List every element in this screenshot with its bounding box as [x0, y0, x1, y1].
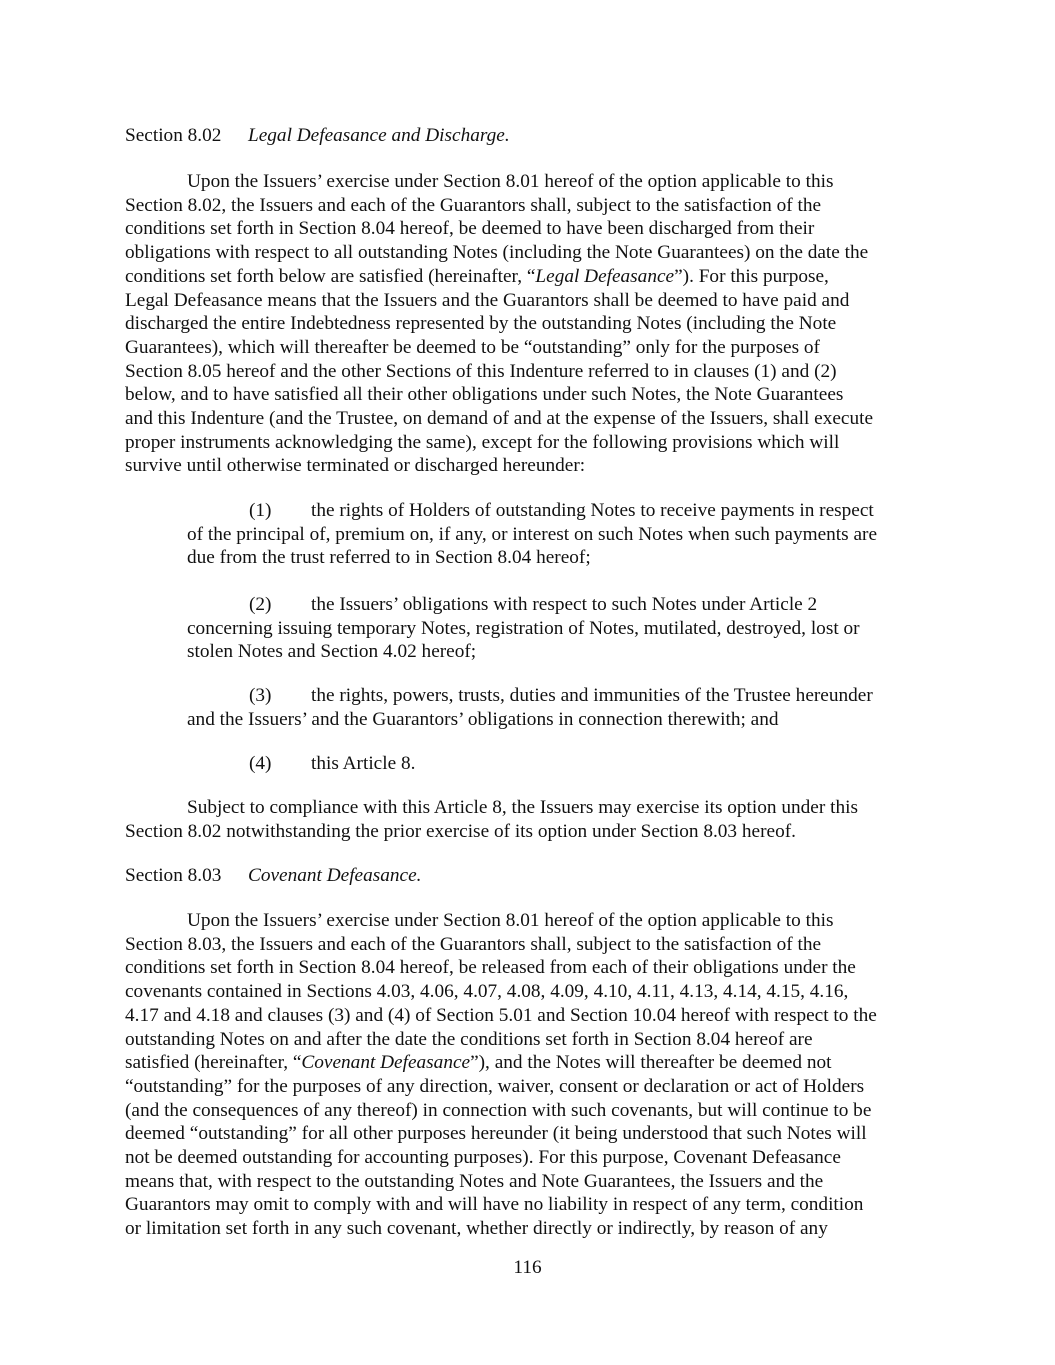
text-line — [187, 708, 947, 732]
clause-marker: (2) — [249, 594, 272, 615]
text-segment: discharged the entire Indebtedness represented by the outstanding Notes (including the Note — [125, 313, 837, 335]
text-line — [125, 407, 937, 431]
page-number: 116 — [513, 1257, 542, 1278]
text-line — [125, 933, 937, 957]
section-8-02-intro-paragraph — [125, 170, 937, 478]
text-line — [125, 1051, 937, 1075]
text-line — [187, 499, 947, 523]
defined-term: Covenant Defeasance — [301, 1052, 471, 1074]
text-line — [125, 1170, 937, 1194]
text-line — [125, 796, 937, 820]
text-segment: satisfied (hereinafter, “ — [125, 1052, 302, 1074]
section-8-02-closing-paragraph — [125, 796, 937, 843]
text-segment: not be deemed outstanding for accounting purposes). For this purpose, Covenant Defeasance — [125, 1147, 841, 1169]
section-title: Legal Defeasance and Discharge. — [248, 125, 510, 146]
text-line — [125, 265, 937, 289]
section-number: Section 8.03 — [125, 865, 222, 886]
clause-text: the rights of Holders of outstanding Notes to receive payments in respect — [311, 500, 874, 521]
text-segment: Upon the Issuers’ exercise under Section 8.01 hereof of the option applicable to this — [187, 910, 834, 931]
text-segment: means that, with respect to the outstanding Notes and Note Guarantees, the Issuers and the — [125, 1170, 824, 1192]
text-segment: conditions set forth below are satisfied (hereinafter, “ — [125, 265, 536, 287]
clause-marker: (3) — [249, 685, 272, 706]
section-8-02-heading — [125, 124, 945, 148]
text-line — [125, 980, 937, 1004]
clause-marker: (4) — [249, 753, 272, 774]
defined-term: Legal Defeasance — [535, 265, 675, 287]
clause-text: this Article 8. — [311, 753, 416, 774]
text-segment: Guarantors may omit to comply with and will have no liability in respect of any term, condition — [125, 1194, 864, 1216]
text-segment: outstanding Notes on and after the date the conditions set forth in Section 8.04 hereof are — [125, 1028, 813, 1050]
text-line — [125, 336, 937, 360]
text-line — [125, 956, 937, 980]
text-line — [187, 617, 947, 641]
text-line — [125, 1193, 937, 1217]
text-segment: (and the consequences of any thereof) in connection with such covenants, but will continue to be — [125, 1099, 872, 1121]
text-segment: covenants contained in Sections 4.03, 4.06, 4.07, 4.08, 4.09, 4.10, 4.11, 4.13, 4.14, 4.15, 4.16, — [125, 981, 849, 1003]
text-line — [125, 1099, 937, 1123]
text-line — [125, 194, 937, 218]
text-segment: and this Indenture (and the Trustee, on demand of and at the expense of the Issuers, shall execute — [125, 408, 874, 430]
text-line — [125, 312, 937, 336]
text-segment: conditions set forth in Section 8.04 hereof, be deemed to have been discharged from their — [125, 218, 815, 240]
text-line — [125, 1122, 937, 1146]
list-item-1 — [187, 499, 947, 570]
text-segment: “outstanding” for the purposes of any direction, waiver, consent or declaration or act of Holders — [125, 1075, 865, 1097]
section-number: Section 8.02 — [125, 125, 222, 146]
text-segment: Section 8.02, the Issuers and each of the Guarantors shall, subject to the satisfaction of the — [125, 194, 822, 216]
text-segment: Upon the Issuers’ exercise under Section 8.01 hereof of the option applicable to this — [187, 171, 834, 192]
text-line — [125, 217, 937, 241]
text-segment: Section 8.05 hereof and the other Sections of this Indenture referred to in clauses (1) and (2) — [125, 360, 837, 382]
text-segment: deemed “outstanding” for all other purposes hereunder (it being understood that such Notes will — [125, 1123, 867, 1145]
list-item-3 — [187, 684, 947, 731]
text-segment: survive until otherwise terminated or discharged hereunder: — [125, 455, 586, 477]
clause-text: of the principal of, premium on, if any, or interest on such Notes when such payments are — [187, 523, 878, 545]
list-item-2 — [187, 593, 947, 664]
text-line — [125, 383, 937, 407]
clause-text: stolen Notes and Section 4.02 hereof; — [187, 641, 477, 663]
text-line — [125, 909, 937, 933]
text-line — [125, 1146, 937, 1170]
text-line — [187, 752, 947, 776]
text-line — [187, 593, 947, 617]
text-segment: below, and to have satisfied all their other obligations under such Notes, the Note Guarantees — [125, 384, 844, 406]
text-segment: Subject to compliance with this Article 8, the Issuers may exercise its option under this — [187, 797, 858, 818]
text-line — [187, 523, 947, 547]
list-item-4 — [187, 752, 947, 776]
text-line — [125, 1217, 937, 1241]
text-segment: or limitation set forth in any such covenant, whether directly or indirectly, by reason of any — [125, 1218, 828, 1240]
text-line — [125, 454, 937, 478]
text-segment: ”). For this purpose, — [674, 265, 829, 287]
text-line — [187, 640, 947, 664]
text-segment: Section 8.02 notwithstanding the prior exercise of its option under Section 8.03 hereof. — [125, 820, 796, 842]
section-8-03-intro-paragraph — [125, 909, 937, 1241]
text-segment: Section 8.03, the Issuers and each of the Guarantors shall, subject to the satisfaction of the — [125, 933, 822, 955]
text-line — [125, 820, 937, 844]
clause-text: the Issuers’ obligations with respect to such Notes under Article 2 — [311, 594, 818, 615]
text-line — [125, 170, 937, 194]
clause-text: and the Issuers’ and the Guarantors’ obligations in connection therewith; and — [187, 708, 779, 730]
text-line — [125, 360, 937, 384]
text-segment: ”), and the Notes will thereafter be deemed not — [470, 1052, 832, 1074]
text-segment: Legal Defeasance means that the Issuers and the Guarantors shall be deemed to have paid and — [125, 289, 850, 311]
text-segment: Guarantees), which will thereafter be deemed to be “outstanding” only for the purposes of — [125, 336, 820, 358]
text-line — [187, 684, 947, 708]
text-line — [125, 289, 937, 313]
section-8-03-heading — [125, 864, 945, 888]
clause-text: the rights, powers, trusts, duties and immunities of the Trustee hereunder — [311, 685, 873, 706]
clause-text: due from the trust referred to in Section 8.04 hereof; — [187, 547, 591, 569]
text-line — [125, 1028, 937, 1052]
text-line — [125, 1075, 937, 1099]
text-line — [125, 1004, 937, 1028]
clause-text: concerning issuing temporary Notes, registration of Notes, mutilated, destroyed, lost or — [187, 617, 860, 639]
text-line — [125, 431, 937, 455]
clause-marker: (1) — [249, 500, 272, 521]
text-segment: proper instruments acknowledging the same), except for the following provisions which will — [125, 431, 840, 453]
text-segment: 4.17 and 4.18 and clauses (3) and (4) of Section 5.01 and Section 10.04 hereof with respect to the — [125, 1004, 877, 1026]
text-line — [125, 241, 937, 265]
text-line — [187, 546, 947, 570]
section-title: Covenant Defeasance. — [248, 865, 422, 886]
text-segment: obligations with respect to all outstanding Notes (including the Note Guarantees) on the date the — [125, 242, 869, 264]
text-segment: conditions set forth in Section 8.04 hereof, be released from each of their obligations under the — [125, 957, 856, 979]
